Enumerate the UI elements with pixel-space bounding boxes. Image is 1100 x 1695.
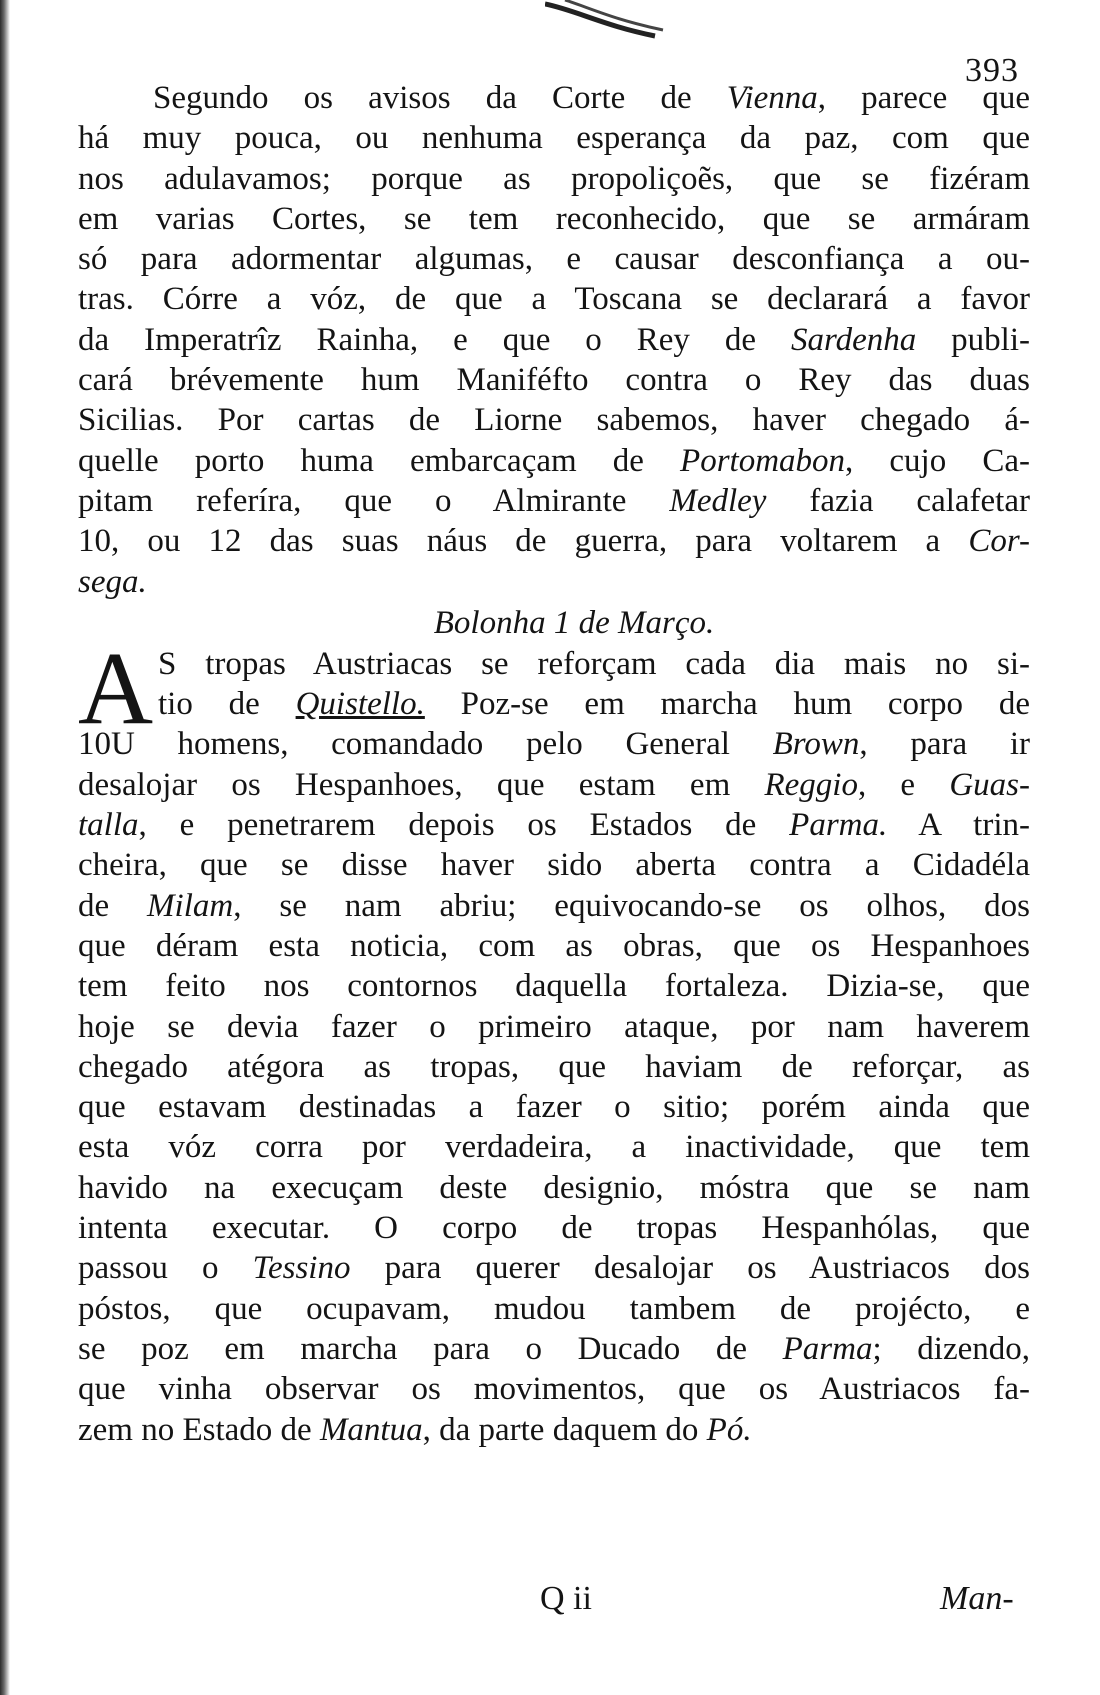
text-run: quelle porto huma embarcaçam de [78, 442, 681, 479]
italic-run: Parma. [789, 807, 888, 844]
text-line [78, 1410, 1030, 1450]
text-line [78, 845, 1030, 885]
text-line [78, 239, 1030, 279]
text-line [78, 805, 1030, 845]
text-line [78, 481, 1030, 521]
text-run: póstos, que ocupavam, mudou tambem de projécto, e [78, 1290, 1030, 1327]
italic-run: Brown [772, 726, 860, 763]
ink-smudge [545, 0, 665, 40]
text-run: intenta executar. O corpo de tropas Hespanhólas, que [78, 1210, 1030, 1247]
text-run: cará brévemente hum Maniféfto contra o Rey das duas [78, 362, 1030, 399]
text-run: , da parte daquem do [422, 1411, 707, 1448]
italic-run: Mantua [319, 1411, 423, 1448]
text-run: S tropas Austriacas se reforçam cada dia mais no si- [158, 645, 1030, 682]
page-number: 393 [965, 52, 1019, 89]
text-run: há muy pouca, ou nenhuma esperança da paz, com que [78, 120, 1030, 157]
text-run: tem feito nos contornos daquella fortaleza. Dizia-se, que [78, 968, 1030, 1005]
italic-run: Pó. [706, 1411, 752, 1448]
text-line [78, 320, 1030, 360]
text-line [78, 1248, 1030, 1288]
text-line [78, 1168, 1030, 1208]
text-run: em varias Cortes, se tem reconhecido, que se armáram [78, 200, 1030, 237]
text-line [78, 886, 1030, 926]
text-run: cheira, que se disse haver sido aberta contra a Cidadéla [78, 847, 1030, 884]
text-line [78, 644, 1030, 684]
text-run: para querer desalojar os Austriacos dos [350, 1250, 1030, 1287]
text-line [78, 1007, 1030, 1047]
italic-run: Milam [147, 887, 234, 924]
text-line [78, 521, 1030, 561]
text-run: hoje se devia fazer o primeiro ataque, por nam haverem [78, 1008, 1030, 1045]
binding-shadow [0, 0, 10, 1695]
text-line [78, 1329, 1030, 1369]
text-run: fazia calafetar [766, 482, 1030, 519]
text-run: só para adormentar algumas, e causar desconfiança a ou- [78, 241, 1030, 278]
signature-mark: Q ii [540, 1580, 592, 1617]
text-run: da Imperatrîz Rainha, e que o Rey de [78, 321, 791, 358]
text-block [78, 78, 1030, 1450]
text-run: publi- [916, 321, 1030, 358]
italic-run: Medley [669, 482, 767, 519]
text-run: , se nam abriu; equivocando-se os olhos, dos [233, 887, 1031, 924]
text-run: , parece que [817, 80, 1030, 116]
text-line [78, 765, 1030, 805]
text-run: passou o [78, 1250, 253, 1287]
text-line [78, 724, 1030, 764]
italic-run: Sardenha [790, 321, 917, 358]
text-line [78, 279, 1030, 319]
text-run: ; dizendo, [872, 1330, 1030, 1367]
text-run: pitam referíra, que o Almirante [78, 482, 670, 519]
text-line [78, 1208, 1030, 1248]
page-footer [0, 1580, 1100, 1630]
text-run: que déram esta noticia, com as obras, que os Hespanhoes [78, 927, 1030, 964]
italic-run: Cor- [968, 523, 1030, 560]
italic-run: Vienna [726, 80, 818, 116]
italic-run: Parma [782, 1330, 873, 1367]
text-run: , e [857, 766, 950, 803]
text-run: chegado atégora as tropas, que haviam de reforçar, as [78, 1048, 1030, 1085]
text-run: que estavam destinadas a fazer o sitio; porém ainda que [78, 1089, 1030, 1126]
text-run: , e penetrarem depois os Estados de [138, 807, 790, 844]
text-run: 10, ou 12 das suas náus de guerra, para voltarem a [78, 523, 969, 560]
text-run: esta vóz corra por verdadeira, a inactividade, que tem [78, 1129, 1030, 1166]
text-run: desalojar os Hespanhoes, que estam em [78, 766, 765, 803]
text-run: Sicilias. Por cartas de Liorne sabemos, haver chegado á- [78, 402, 1030, 439]
italic-run: Portomabon [680, 442, 846, 479]
text-line [78, 400, 1030, 440]
drop-cap: A [78, 630, 154, 746]
paragraph-lines [78, 630, 1031, 1450]
paragraph-vienna-news [78, 78, 1030, 602]
text-line [78, 199, 1030, 239]
text-run: Segundo os avisos da Corte de [153, 80, 727, 116]
text-line [78, 1087, 1030, 1127]
text-run: que vinha observar os movimentos, que os Austriacos fa- [78, 1371, 1030, 1408]
text-run: nos adulavamos; porque as propoliçoẽs, que se fizéram [78, 160, 1030, 197]
text-run: tras. Córre a vóz, de que a Toscana se declarará a favor [78, 281, 1030, 318]
italic-run: talla [78, 807, 139, 844]
italic-run: sega. [78, 563, 147, 600]
text-line [78, 1289, 1030, 1329]
text-run: A trin- [887, 807, 1030, 844]
underlined-run: Quistello. [295, 686, 425, 723]
catchword: Man- [940, 1580, 1014, 1617]
text-run: Poz-se em marcha hum corpo de [424, 686, 1030, 723]
text-line [78, 78, 1030, 118]
text-line [78, 441, 1030, 481]
text-line [78, 1369, 1030, 1409]
italic-run: Guas- [949, 766, 1030, 803]
text-run: zem no Estado de [78, 1411, 320, 1448]
text-line [78, 562, 1030, 602]
text-run: se poz em marcha para o Ducado de [78, 1330, 783, 1367]
text-run: , para ir [859, 726, 1030, 763]
text-run: havido na execuçam deste designio, móstra que se nam [78, 1169, 1030, 1206]
text-run: de [78, 887, 148, 924]
text-line [78, 966, 1030, 1006]
text-line [78, 360, 1030, 400]
text-line [78, 118, 1030, 158]
text-line [78, 1047, 1030, 1087]
text-run: 10U homens, comandado pelo General [78, 726, 773, 763]
text-line [78, 684, 1030, 724]
italic-run: Reggio [764, 766, 858, 803]
text-run: tio de [158, 686, 296, 723]
text-line [78, 1127, 1030, 1167]
dateline-heading: Bolonha 1 de Março. [433, 604, 715, 641]
italic-run: Tessino [252, 1250, 351, 1287]
text-run: , cujo Ca- [845, 442, 1030, 479]
paragraph-bolonha-news [78, 630, 1031, 1450]
text-line [78, 159, 1030, 199]
text-line [78, 926, 1030, 966]
